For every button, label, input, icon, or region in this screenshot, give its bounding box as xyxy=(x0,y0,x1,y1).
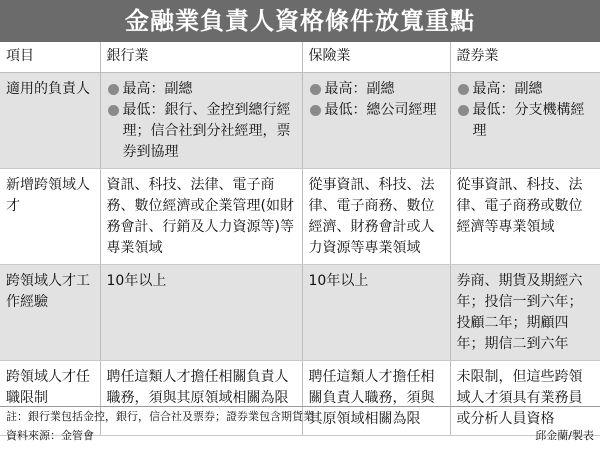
list-item: 最低：總公司經理 xyxy=(309,100,444,121)
list-item: 最低：分支機構經理 xyxy=(457,100,595,142)
bullet-icon xyxy=(458,105,469,116)
list-item: 最高：副總 xyxy=(107,79,296,100)
header-item: 項目 xyxy=(0,42,100,73)
bank-cell: 資訊、科技、法律、電子商務、數位經濟或企業管理(如財務會計、行銷及人力資源等)等專業領域 xyxy=(100,169,302,265)
bullet-icon xyxy=(310,84,321,95)
bank-cell: 聘任這類人才擔任相關負責人職務，須與其原領域相關為限 xyxy=(100,361,302,436)
row-label: 跨領域人才工作經驗 xyxy=(0,265,100,361)
table-row xyxy=(0,73,600,169)
table-header-row xyxy=(0,42,600,73)
comparison-table xyxy=(0,42,600,436)
footer-divider xyxy=(0,406,600,407)
list-item: 最高：副總 xyxy=(457,79,595,100)
row-label: 適用的負責人 xyxy=(0,73,100,169)
header-bank: 銀行業 xyxy=(100,42,302,73)
bullet-icon xyxy=(310,105,321,116)
securities-cell: 從事資訊、科技、法律、電子商務或數位經濟等專業領域 xyxy=(450,169,600,265)
list-item: 最高：副總 xyxy=(309,79,444,100)
row-label: 跨領域人才任職限制 xyxy=(0,361,100,436)
bullet-icon xyxy=(458,84,469,95)
row-label: 新增跨領域人才 xyxy=(0,169,100,265)
securities-cell xyxy=(450,73,600,169)
insurance-cell: 10年以上 xyxy=(302,265,450,361)
page-title: 金融業負責人資格條件放寬重點 xyxy=(0,0,600,42)
securities-cell: 未限制，但這些跨領域人才須具有業務員或分析人員資格 xyxy=(450,361,600,436)
header-insurance: 保險業 xyxy=(302,42,450,73)
table-row xyxy=(0,169,600,265)
list-item: 最低：銀行、金控到總行經理；信合社到分社經理，票券到協理 xyxy=(107,100,296,163)
insurance-cell: 聘任這類人才擔任相關負責人職務，須與其原領域相關為限 xyxy=(302,361,450,436)
source-credit: 資料來源：金管會 xyxy=(6,429,94,442)
bank-cell xyxy=(100,73,302,169)
insurance-cell xyxy=(302,73,450,169)
header-securities: 證券業 xyxy=(450,42,600,73)
bullet-icon xyxy=(108,84,119,95)
table-row xyxy=(0,361,600,436)
table-row xyxy=(0,265,600,361)
footnote: 註：銀行業包括金控，銀行，信合社及票券；證券業包含期貨業 xyxy=(6,410,314,423)
insurance-cell: 從事資訊、科技、法律、電子商務、數位經濟、財務會計或人力資源等專業領域 xyxy=(302,169,450,265)
bullet-icon xyxy=(108,105,119,116)
securities-cell: 券商、期貨及期經六年；投信一到六年；投顧二年；期顧四年；期信二到六年 xyxy=(450,265,600,361)
author-credit: 邱金蘭/製表 xyxy=(535,429,594,442)
bank-cell: 10年以上 xyxy=(100,265,302,361)
